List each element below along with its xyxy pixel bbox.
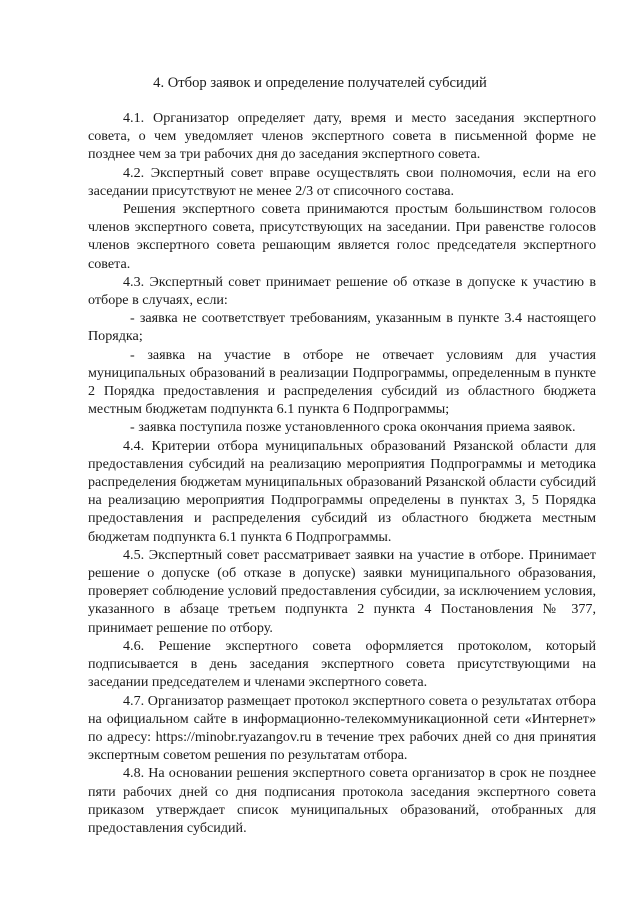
paragraph-4-4: 4.4. Критерии отбора муниципальных образований Рязанской области для предоставления субсидий на реализацию мероприятия Подпрограммы и методика распределения бюджетам муниципальных образований Рязанской области субсидий на реализацию мероприятия Подпрограммы определены в пунктах 3, 5 Порядка предоставления и распределения субсидий из областного бюджета местным бюджетам подпункта 6.1 пункта 6 Подпрограммы. bbox=[88, 437, 596, 545]
list-item-late-submission: - заявка поступила позже установленного срока окончания приема заявок. bbox=[130, 419, 576, 436]
paragraph-4-7: 4.7. Организатор размещает протокол экспертного совета о результатах отбора на официальном сайте в информационно-телекоммуникационной сети «Интернет» по адресу: https://minobr.ryazangov.ru в течение трех рабочих дней со дня принятия экспертным советом решения по результатам отбора. bbox=[88, 692, 596, 764]
list-item-conditions: - заявка на участие в отборе не отвечает условиям для участия муниципальных образований в реализации Подпрограммы, определенным в пункте 2 Порядка предоставления и распределения субсидий из областного бюджета местным бюджетам подпункта 6.1 пункта 6 Подпрограммы; bbox=[88, 346, 596, 418]
paragraph-4-1: 4.1. Организатор определяет дату, время и место заседания экспертного совета, о чем уведомляет членов экспертного совета в письменной форме не позднее чем за три рабочих дня до заседания экспертного совета. bbox=[88, 110, 596, 163]
paragraph-4-2-decisions: Решения экспертного совета принимаются простым большинством голосов членов экспертного совета, присутствующих на заседании. При равенстве голосов членов экспертного совета решающим является голос председателя экспертного совета. bbox=[88, 201, 596, 272]
section-body bbox=[88, 109, 596, 837]
paragraph-4-2: 4.2. Экспертный совет вправе осуществлять свои полномочия, если на его заседании присутствуют не менее 2/3 от списочного состава. bbox=[88, 164, 596, 199]
list-item-requirements: - заявка не соответствует требованиям, указанным в пункте 3.4 настоящего Порядка; bbox=[88, 310, 596, 345]
paragraph-4-8: 4.8. На основании решения экспертного совета организатор в срок не позднее пяти рабочих дней со дня подписания протокола заседания экспертного совета приказом утверждает список муниципальных образований, отобранных для предоставления субсидий. bbox=[88, 765, 596, 836]
paragraph-4-3: 4.3. Экспертный совет принимает решение об отказе в допуске к участию в отборе в случаях, если: bbox=[88, 273, 596, 309]
section-title: 4. Отбор заявок и определение получателей субсидий bbox=[153, 75, 487, 91]
paragraph-4-5: 4.5. Экспертный совет рассматривает заявки на участие в отборе. Принимает решение о допуске (об отказе в допуске) заявки муниципального образования, проверяет соблюдение условий предоставления субсидии, за исключением условия, указанного в абзаце третьем подпункта 2 пункта 4 Постановления № 377, принимает решение по отбору. bbox=[88, 546, 596, 636]
paragraph-4-6: 4.6. Решение экспертного совета оформляется протоколом, который подписывается в день заседания экспертного совета присутствующими на заседании председателем и членами экспертного совета. bbox=[88, 637, 596, 691]
